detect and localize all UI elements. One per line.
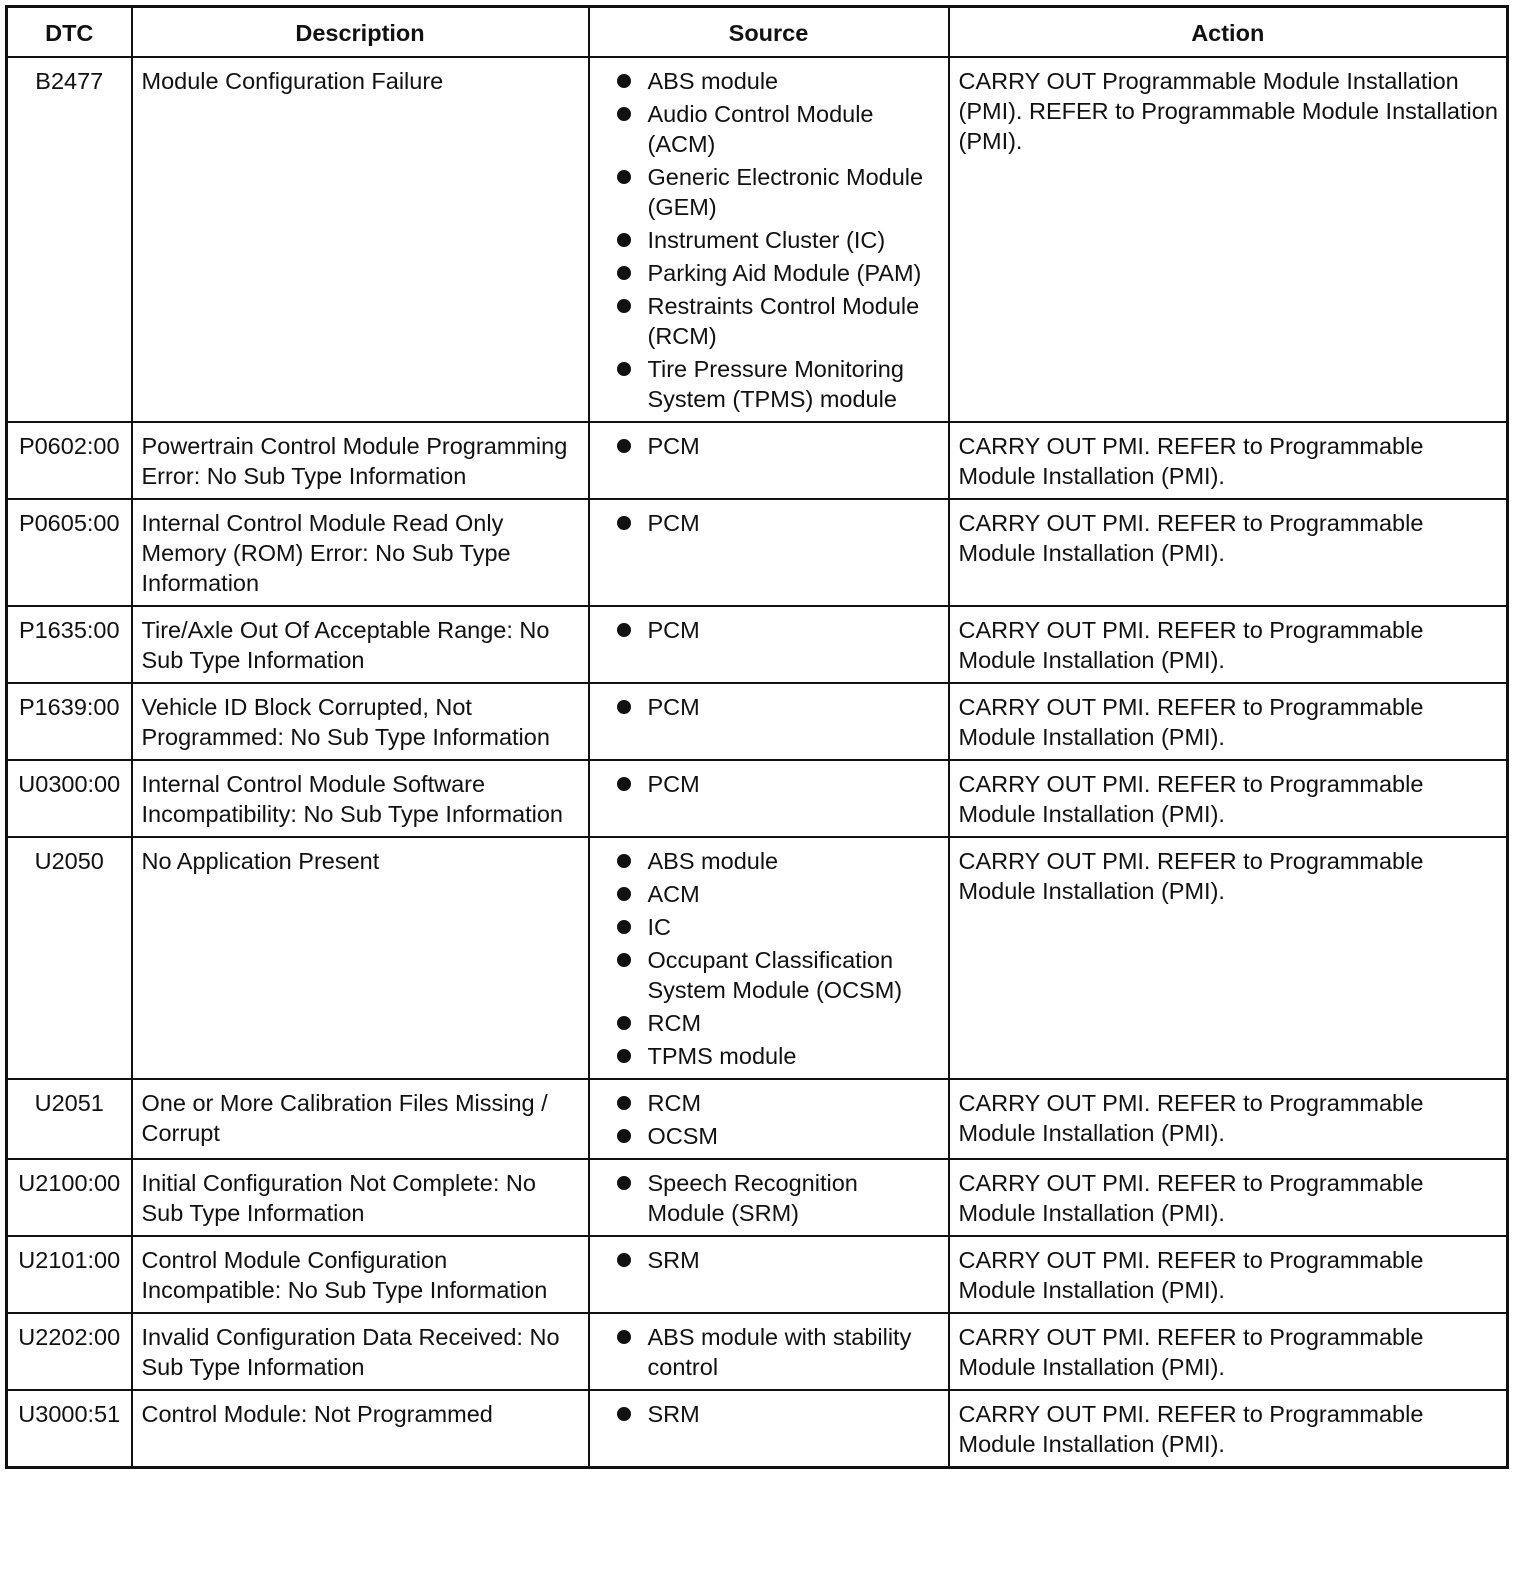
- source-text: Generic Electronic Module (GEM): [647, 164, 924, 220]
- source-text: IC: [647, 914, 671, 940]
- bullet-icon: [617, 74, 631, 88]
- bullet-icon: [617, 623, 631, 637]
- dtc-action: CARRY OUT PMI. REFER to Programmable Module Installation (PMI).: [949, 1159, 1508, 1236]
- table-row: [7, 683, 1508, 760]
- table-row: [7, 1236, 1508, 1313]
- dtc-code: P0605:00: [7, 499, 132, 606]
- source-text: ABS module: [647, 68, 779, 94]
- dtc-action: CARRY OUT PMI. REFER to Programmable Module Installation (PMI).: [949, 683, 1508, 760]
- source-item: [599, 1041, 940, 1071]
- source-item: [599, 1168, 940, 1228]
- dtc-action: CARRY OUT PMI. REFER to Programmable Module Installation (PMI).: [949, 837, 1508, 1079]
- source-text: Tire Pressure Monitoring System (TPMS) module: [647, 356, 904, 412]
- dtc-description: No Application Present: [132, 837, 589, 1079]
- source-item: [599, 1008, 940, 1038]
- table-row: [7, 422, 1508, 499]
- bullet-icon: [617, 953, 631, 967]
- source-text: ABS module: [647, 848, 779, 874]
- dtc-source: [589, 1159, 949, 1236]
- dtc-code: B2477: [7, 57, 132, 422]
- source-item: [599, 1121, 940, 1151]
- source-item: [599, 354, 940, 414]
- source-text: PCM: [647, 694, 700, 720]
- bullet-icon: [617, 700, 631, 714]
- bullet-icon: [617, 920, 631, 934]
- dtc-action: CARRY OUT PMI. REFER to Programmable Module Installation (PMI).: [949, 606, 1508, 683]
- dtc-description: Powertrain Control Module Programming Error: No Sub Type Information: [132, 422, 589, 499]
- dtc-description: Internal Control Module Software Incompatibility: No Sub Type Information: [132, 760, 589, 837]
- source-item: [599, 291, 940, 351]
- source-item: [599, 258, 940, 288]
- dtc-source: [589, 422, 949, 499]
- table-row: [7, 1079, 1508, 1159]
- bullet-icon: [617, 1253, 631, 1267]
- source-text: SRM: [647, 1247, 700, 1273]
- dtc-source: [589, 1313, 949, 1390]
- dtc-description: Control Module Configuration Incompatible: No Sub Type Information: [132, 1236, 589, 1313]
- dtc-action: CARRY OUT PMI. REFER to Programmable Module Installation (PMI).: [949, 1390, 1508, 1468]
- source-text: Occupant Classification System Module (OCSM): [647, 947, 903, 1003]
- dtc-code: U2101:00: [7, 1236, 132, 1313]
- bullet-icon: [617, 854, 631, 868]
- bullet-icon: [617, 887, 631, 901]
- source-text: PCM: [647, 771, 700, 797]
- source-item: [599, 1399, 940, 1429]
- bullet-icon: [617, 439, 631, 453]
- table-row: [7, 760, 1508, 837]
- dtc-source: [589, 837, 949, 1079]
- source-list: [599, 1088, 940, 1151]
- bullet-icon: [617, 1330, 631, 1344]
- bullet-icon: [617, 1407, 631, 1421]
- dtc-action: CARRY OUT Programmable Module Installation (PMI). REFER to Programmable Module Installation (PMI).: [949, 57, 1508, 422]
- source-item: [599, 879, 940, 909]
- source-item: [599, 99, 940, 159]
- bullet-icon: [617, 1096, 631, 1110]
- bullet-icon: [617, 1049, 631, 1063]
- source-list: [599, 1399, 940, 1429]
- source-item: [599, 162, 940, 222]
- table-row: [7, 1313, 1508, 1390]
- header-description: Description: [132, 7, 589, 58]
- source-text: SRM: [647, 1401, 700, 1427]
- source-text: TPMS module: [647, 1043, 797, 1069]
- source-item: [599, 225, 940, 255]
- source-item: [599, 846, 940, 876]
- source-text: RCM: [647, 1010, 702, 1036]
- dtc-description: Module Configuration Failure: [132, 57, 589, 422]
- dtc-description: Initial Configuration Not Complete: No Sub Type Information: [132, 1159, 589, 1236]
- dtc-table: [5, 5, 1509, 1469]
- source-item: [599, 508, 940, 538]
- bullet-icon: [617, 362, 631, 376]
- source-list: [599, 1245, 940, 1275]
- source-item: [599, 912, 940, 942]
- header-action: Action: [949, 7, 1508, 58]
- source-text: ABS module with stability control: [647, 1324, 912, 1380]
- source-item: [599, 1245, 940, 1275]
- header-source: Source: [589, 7, 949, 58]
- table-row: [7, 57, 1508, 422]
- source-text: PCM: [647, 510, 700, 536]
- dtc-source: [589, 1079, 949, 1159]
- table-row: [7, 837, 1508, 1079]
- bullet-icon: [617, 1016, 631, 1030]
- source-text: OCSM: [647, 1123, 718, 1149]
- table-row: [7, 606, 1508, 683]
- source-text: PCM: [647, 433, 700, 459]
- dtc-description: Invalid Configuration Data Received: No Sub Type Information: [132, 1313, 589, 1390]
- table-body: [7, 57, 1508, 1468]
- dtc-description: One or More Calibration Files Missing / Corrupt: [132, 1079, 589, 1159]
- bullet-icon: [617, 266, 631, 280]
- header-dtc: DTC: [7, 7, 132, 58]
- source-text: Restraints Control Module (RCM): [647, 293, 920, 349]
- dtc-code: U2051: [7, 1079, 132, 1159]
- source-list: [599, 692, 940, 722]
- dtc-action: CARRY OUT PMI. REFER to Programmable Module Installation (PMI).: [949, 1313, 1508, 1390]
- table-row: [7, 499, 1508, 606]
- dtc-code: U0300:00: [7, 760, 132, 837]
- dtc-source: [589, 1390, 949, 1468]
- table-row: [7, 1390, 1508, 1468]
- bullet-icon: [617, 777, 631, 791]
- dtc-code: U2050: [7, 837, 132, 1079]
- source-item: [599, 1322, 940, 1382]
- source-item: [599, 66, 940, 96]
- dtc-action: CARRY OUT PMI. REFER to Programmable Module Installation (PMI).: [949, 499, 1508, 606]
- dtc-code: P1639:00: [7, 683, 132, 760]
- source-list: [599, 431, 940, 461]
- source-list: [599, 1322, 940, 1382]
- dtc-source: [589, 499, 949, 606]
- dtc-source: [589, 683, 949, 760]
- dtc-code: U2202:00: [7, 1313, 132, 1390]
- source-item: [599, 431, 940, 461]
- source-text: Speech Recognition Module (SRM): [647, 1170, 858, 1226]
- bullet-icon: [617, 299, 631, 313]
- source-text: RCM: [647, 1090, 702, 1116]
- dtc-code: U2100:00: [7, 1159, 132, 1236]
- source-list: [599, 1168, 940, 1228]
- source-list: [599, 615, 940, 645]
- bullet-icon: [617, 1176, 631, 1190]
- bullet-icon: [617, 1129, 631, 1143]
- dtc-action: CARRY OUT PMI. REFER to Programmable Module Installation (PMI).: [949, 1236, 1508, 1313]
- source-item: [599, 945, 940, 1005]
- bullet-icon: [617, 233, 631, 247]
- dtc-description: Internal Control Module Read Only Memory (ROM) Error: No Sub Type Information: [132, 499, 589, 606]
- source-list: [599, 846, 940, 1071]
- dtc-description: Vehicle ID Block Corrupted, Not Programmed: No Sub Type Information: [132, 683, 589, 760]
- source-text: Audio Control Module (ACM): [647, 101, 874, 157]
- source-list: [599, 508, 940, 538]
- dtc-action: CARRY OUT PMI. REFER to Programmable Module Installation (PMI).: [949, 1079, 1508, 1159]
- bullet-icon: [617, 107, 631, 121]
- table-row: [7, 1159, 1508, 1236]
- dtc-source: [589, 57, 949, 422]
- dtc-code: P0602:00: [7, 422, 132, 499]
- source-list: [599, 66, 940, 414]
- source-text: Instrument Cluster (IC): [647, 227, 886, 253]
- source-list: [599, 769, 940, 799]
- dtc-code: P1635:00: [7, 606, 132, 683]
- source-text: PCM: [647, 617, 700, 643]
- source-text: ACM: [647, 881, 700, 907]
- dtc-description: Control Module: Not Programmed: [132, 1390, 589, 1468]
- source-text: Parking Aid Module (PAM): [647, 260, 922, 286]
- dtc-description: Tire/Axle Out Of Acceptable Range: No Sub Type Information: [132, 606, 589, 683]
- dtc-source: [589, 1236, 949, 1313]
- dtc-source: [589, 606, 949, 683]
- bullet-icon: [617, 516, 631, 530]
- dtc-source: [589, 760, 949, 837]
- source-item: [599, 615, 940, 645]
- dtc-code: U3000:51: [7, 1390, 132, 1468]
- table-header-row: [7, 7, 1508, 58]
- source-item: [599, 769, 940, 799]
- bullet-icon: [617, 170, 631, 184]
- source-item: [599, 692, 940, 722]
- source-item: [599, 1088, 940, 1118]
- dtc-action: CARRY OUT PMI. REFER to Programmable Module Installation (PMI).: [949, 422, 1508, 499]
- dtc-action: CARRY OUT PMI. REFER to Programmable Module Installation (PMI).: [949, 760, 1508, 837]
